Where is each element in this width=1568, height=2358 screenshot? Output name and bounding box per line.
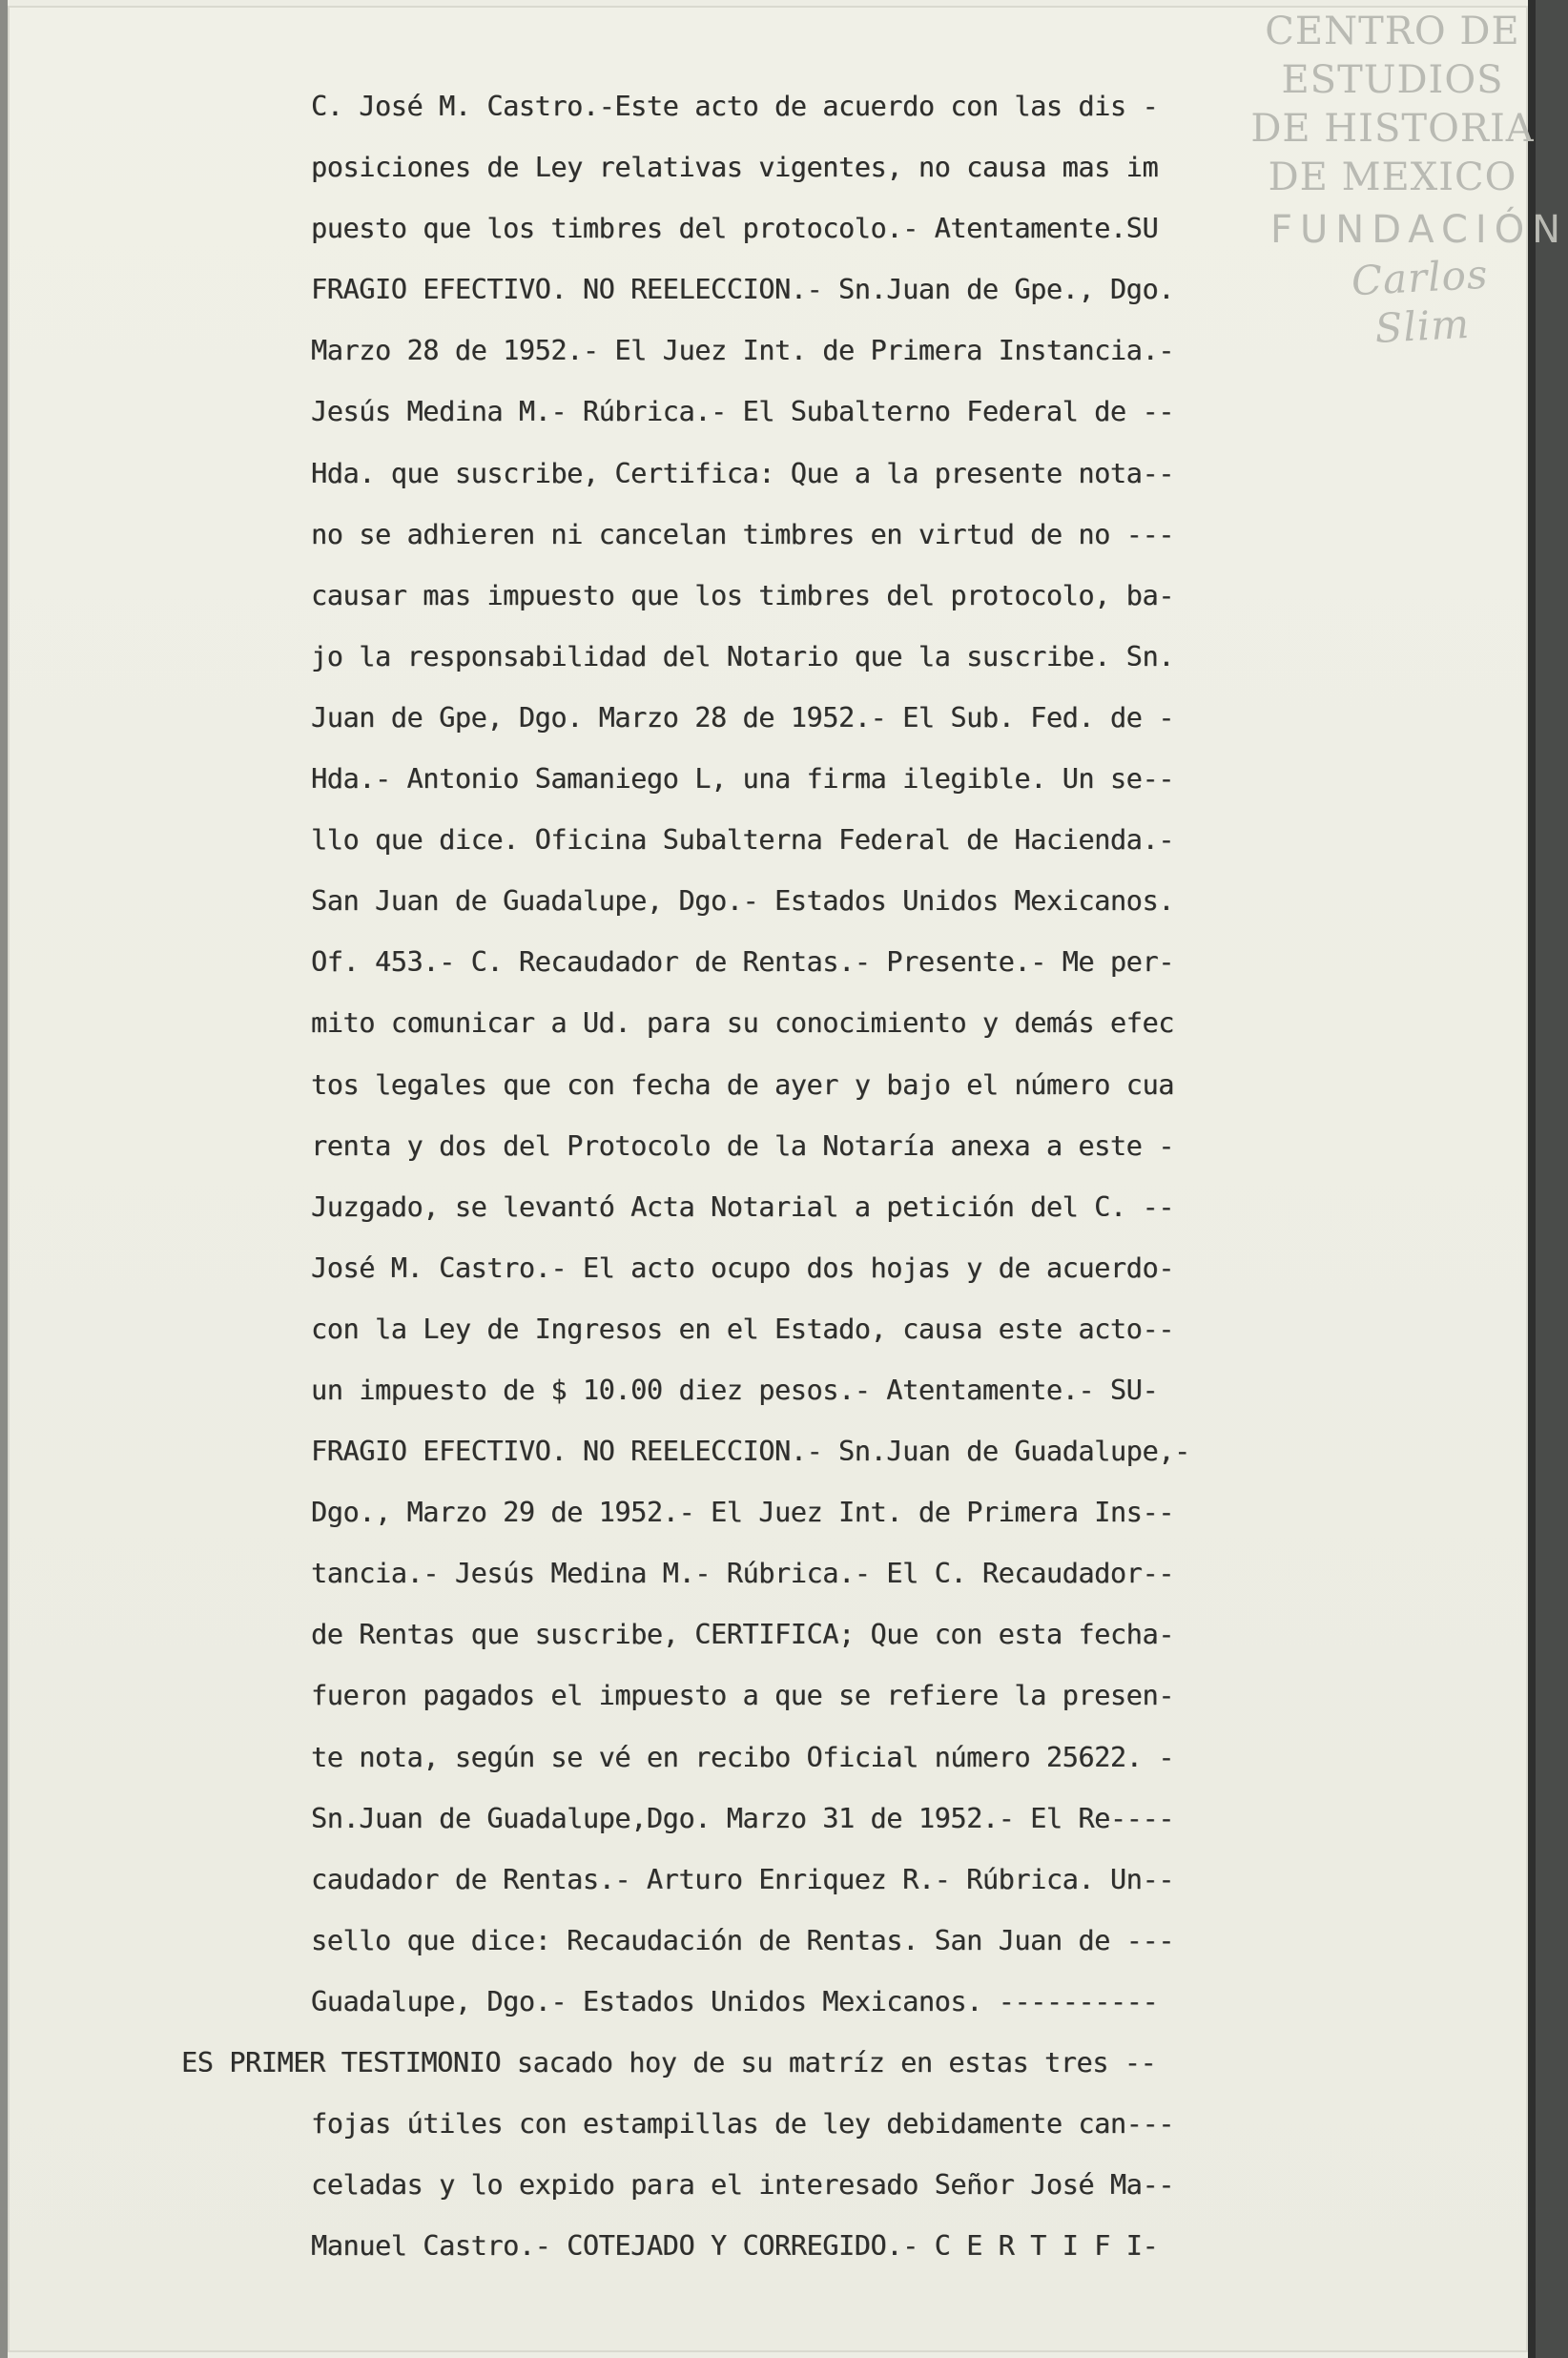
text-line: fojas útiles con estampillas de ley debidamente can--- [311,2108,1174,2141]
text-line: C. José M. Castro.-Este acto de acuerdo con las dis - [311,91,1159,122]
text-line: Marzo 28 de 1952.- El Juez Int. de Primera Instancia.- [311,335,1174,367]
text-line: mito comunicar a Ud. para su conocimiento y demás efec [311,1007,1174,1040]
text-line: llo que dice. Oficina Subalterna Federal de Hacienda.- [311,824,1174,857]
typewritten-text [181,76,1316,2277]
text-line: de Rentas que suscribe, CERTIFICA; Que con esta fecha- [311,1619,1174,1651]
text-line: celadas y lo expido para el interesado Señor José Ma-- [311,2169,1174,2202]
text-line: puesto que los timbres del protocolo.- Atentamente.SU [311,213,1159,245]
text-line: ES PRIMER TESTIMONIO sacado hoy de su matríz en estas tres -- [181,2047,1157,2079]
text-line: Of. 453.- C. Recaudador de Rentas.- Presente.- Me per- [311,946,1174,979]
text-line: jo la responsabilidad del Notario que la suscribe. Sn. [311,640,1174,672]
text-line: no se adhieren ni cancelan timbres en virtud de no --- [311,518,1174,550]
watermark-signature: Carlos Slim [1350,250,1490,352]
text-line: causar mas impuesto que los timbres del protocolo, ba- [311,579,1174,611]
text-line: un impuesto de $ 10.00 diez pesos.- Atentamente.- SU- [311,1374,1159,1406]
text-line: Hda. que suscribe, Certifica: Que a la presente nota-- [311,457,1174,489]
text-line: FRAGIO EFECTIVO. NO REELECCION.- Sn.Juan de Gpe., Dgo. [311,274,1174,306]
watermark-line-4: DE MEXICO [1268,155,1517,199]
text-line: tos legales que con fecha de ayer y bajo el número cua [311,1068,1174,1101]
text-line: Hda.- Antonio Samaniego L, una firma ilegible. Un se-- [311,763,1174,796]
text-line: San Juan de Guadalupe, Dgo.- Estados Unidos Mexicanos. [311,885,1174,918]
scan-edge-left [0,0,8,2358]
text-line: te nota, según se vé en recibo Oficial número 25622. - [311,1741,1174,1773]
text-line: Juzgado, se levantó Acta Notarial a petición del C. -- [311,1190,1174,1223]
watermark-line-5: FUNDACIÓN [1270,208,1568,252]
text-line: fueron pagados el impuesto a que se refiere la presen- [311,1680,1174,1712]
watermark-line-2: ESTUDIOS [1281,58,1504,102]
text-line: Manuel Castro.- COTEJADO Y CORREGIDO.- C E R T I F I- [311,2230,1159,2263]
text-line: caudador de Rentas.- Arturo Enriquez R.- Rúbrica. Un-- [311,1863,1174,1895]
text-line: sello que dice: Recaudación de Rentas. San Juan de --- [311,1924,1174,1956]
scan-edge-right [1528,0,1536,2358]
watermark-line-1: CENTRO DE [1265,10,1520,53]
text-line: Guadalupe, Dgo.- Estados Unidos Mexicanos. ---------- [311,1985,1159,2017]
text-line: con la Ley de Ingresos en el Estado, causa este acto-- [311,1313,1174,1345]
text-line: Juan de Gpe, Dgo. Marzo 28 de 1952.- El Sub. Fed. de - [311,701,1174,734]
text-line: José M. Castro.- El acto ocupo dos hojas y de acuerdo- [311,1251,1174,1284]
text-line: Dgo., Marzo 29 de 1952.- El Juez Int. de Primera Ins-- [311,1497,1174,1529]
text-line: Jesús Medina M.- Rúbrica.- El Subalterno Federal de -- [311,396,1174,428]
text-line: FRAGIO EFECTIVO. NO REELECCION.- Sn.Juan de Guadalupe,- [311,1436,1190,1468]
watermark-line-3: DE HISTORIA [1250,107,1535,151]
text-line: Sn.Juan de Guadalupe,Dgo. Marzo 31 de 1952.- El Re---- [311,1802,1174,1834]
text-line: posiciones de Ley relativas vigentes, no causa mas im [311,152,1159,184]
text-line: renta y dos del Protocolo de la Notaría anexa a este - [311,1129,1174,1162]
text-line: tancia.- Jesús Medina M.- Rúbrica.- El C. Recaudador-- [311,1558,1174,1590]
